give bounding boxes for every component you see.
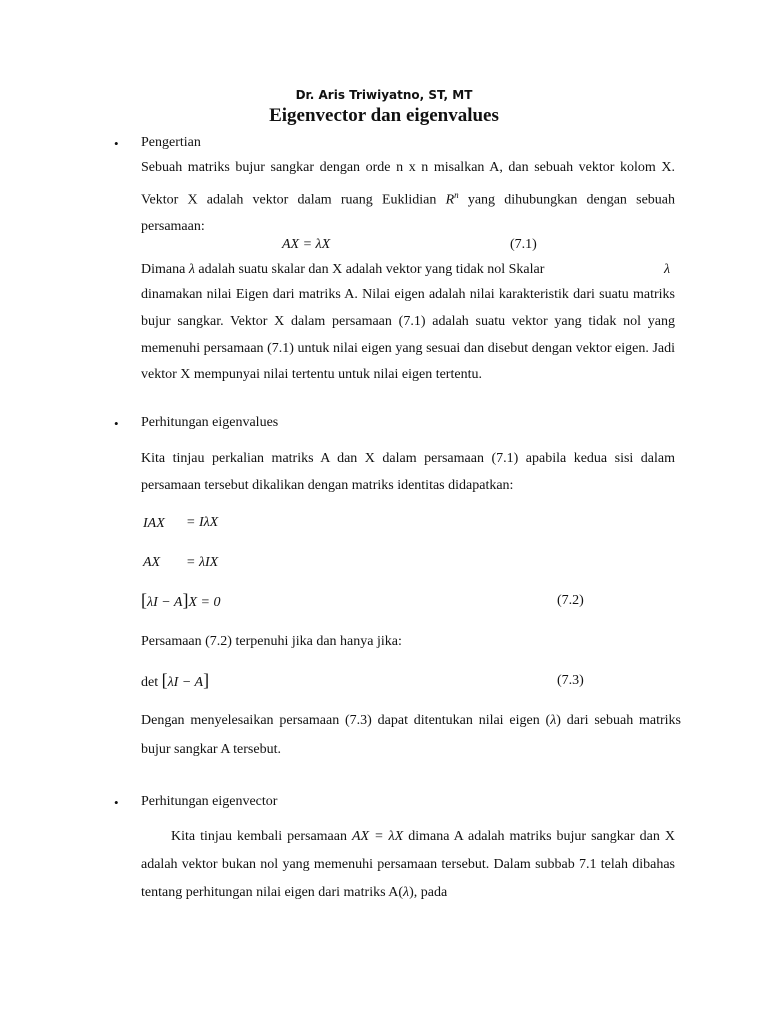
paragraph-definition: [141, 155, 675, 241]
equation-lhs: IAX: [143, 516, 165, 531]
paragraph-eigen-explanation: dinamakan nilai Eigen dari matriks A. Nilai eigen adalah nilai karakteristik dari suatu matriks bujur sangkar. Vektor X dalam persamaan (7.1) adalah suatu vektor yang tidak nol yang memenuhi persamaan (7.1) untuk nilai eigen yang sesuai dan disebut dengan vektor eigen. Jadi vektor X mempunyai nilai tertentu untuk nilai eigen tertentu.: [141, 287, 675, 383]
paragraph-identity: Kita tinjau perkalian matriks A dan X dalam persamaan (7.1) apabila kedua sisi dalam persamaan tersebut dikalikan dengan matriks identitas didapatkan:: [141, 451, 675, 493]
section-heading-eigenvector: Perhitungan eigenvector: [141, 794, 278, 809]
equation-lhs: AX: [143, 555, 161, 570]
text-run: Dengan menyelesaikan persamaan (7.3) dapat ditentukan nilai eigen (: [141, 713, 551, 728]
text-run: dimana A adalah matriks bujur sangkar dan X adalah vektor bukan nol yang memenuhi persamaan tersebut. Dalam subbab 7.1 telah dibahas tentang perhitungan nilai eigen dari matriks A(: [141, 829, 675, 900]
bracket: [: [161, 670, 168, 690]
math-lambda: λ: [664, 262, 671, 277]
text-line: Persamaan (7.2) terpenuhi jika dan hanya jika:: [141, 634, 402, 649]
text-line: [141, 262, 544, 278]
bullet-icon: •: [114, 136, 119, 151]
document-title: Eigenvector dan eigenvalues: [269, 105, 499, 126]
paragraph-eigenvector: [141, 823, 675, 907]
author-line: Dr. Aris Triwiyatno, ST, MT: [295, 88, 473, 102]
bracket: ]: [182, 590, 189, 610]
bullet-icon: •: [114, 416, 119, 431]
equation-number: (7.1): [510, 237, 537, 252]
equation-7-2: [141, 590, 220, 611]
text-run: Sebuah matriks bujur sangkar dengan orde n x n misalkan A, dan sebuah vektor kolom X. Vektor X adalah vektor dalam ruang Euklidian: [141, 160, 675, 208]
math-r: R: [445, 192, 455, 208]
text-run: yang dihubungkan dengan sebuah persamaan:: [141, 192, 675, 235]
equation-number: (7.3): [557, 673, 584, 688]
bracket: [: [141, 590, 147, 610]
text-run: Kita tinjau kembali persamaan: [171, 829, 352, 844]
text-run: ) dari sebuah matriks bujur sangkar A tersebut.: [141, 713, 681, 757]
math-superscript: n: [454, 189, 459, 200]
text-run: ), pada: [409, 885, 448, 900]
paragraph-solution: [141, 706, 681, 764]
bracket: ]: [203, 670, 210, 690]
bullet-icon: •: [114, 795, 119, 810]
math-lambda: λ: [550, 713, 557, 728]
text-run: det: [141, 675, 162, 690]
text-run: adalah suatu skalar dan X adalah vektor yang tidak nol Skalar: [194, 262, 545, 277]
equation-7-1: AX = λX: [282, 237, 331, 252]
math-run: AX = λX: [351, 829, 404, 844]
math-lambda: λ: [403, 885, 410, 900]
equation-number: (7.2): [557, 593, 584, 608]
text-run: Dimana: [141, 262, 189, 277]
section-heading-pengertian: Pengertian: [141, 135, 201, 150]
math-run: λI − A: [147, 595, 183, 610]
math-run: X = 0: [188, 595, 221, 610]
equation-rhs: = IλX: [186, 515, 219, 530]
equation-7-3: [141, 670, 209, 691]
math-run: λI − A: [167, 675, 204, 690]
math-lambda: λ: [188, 262, 195, 277]
equation-rhs: = λIX: [186, 555, 219, 570]
section-heading-eigenvalues: Perhitungan eigenvalues: [141, 415, 279, 430]
